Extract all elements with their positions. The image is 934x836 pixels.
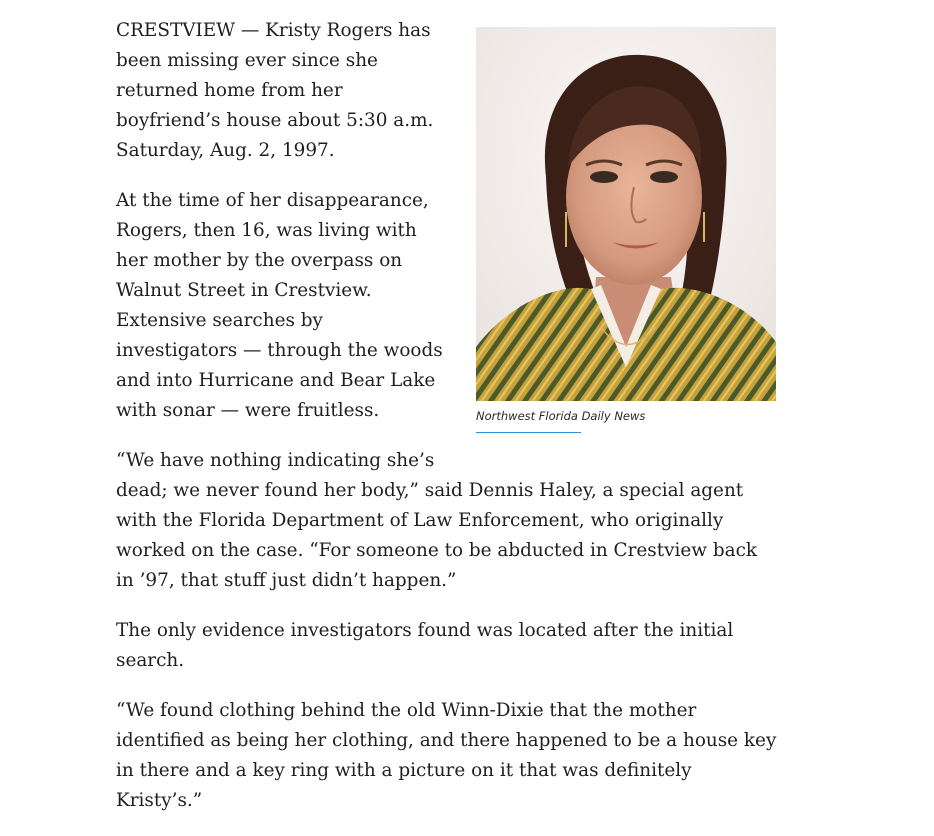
portrait-photo[interactable] (476, 27, 776, 401)
photo-figure (476, 27, 776, 433)
article-paragraph: “We have nothing indicating she’s dead; we never found her body,” said Dennis Haley, a special agent with the Florida Department of Law Enforcement, who originally worked on the case. “For someone to be abducted in Crestview back in ’97, that stuff just didn’t happen.” (116, 450, 758, 591)
article-paragraph: “We found clothing behind the old Winn-Dixie that the mother identified as being her clothing, and there happened to be a house key in there and a key ring with a picture on it that was definitely Kristy’s.” (116, 700, 777, 811)
article-paragraph: At the time of her disappearance, Rogers, then 16, was living with her mother by the overpass on Walnut Street in Crestview. Extensive searches by investigators — through the woods and into Hurricane and Bear Lake with sonar — were fruitless. (116, 190, 443, 421)
photo-caption[interactable]: Northwest Florida Daily News (476, 408, 581, 433)
article-paragraph: The only evidence investigators found was located after the initial search. (116, 620, 734, 671)
article-body (116, 16, 780, 836)
article-paragraph: CRESTVIEW — Kristy Rogers has been missing ever since she returned home from her boyfriend’s house about 5:30 a.m. Saturday, Aug. 2, 1997. (116, 20, 434, 161)
